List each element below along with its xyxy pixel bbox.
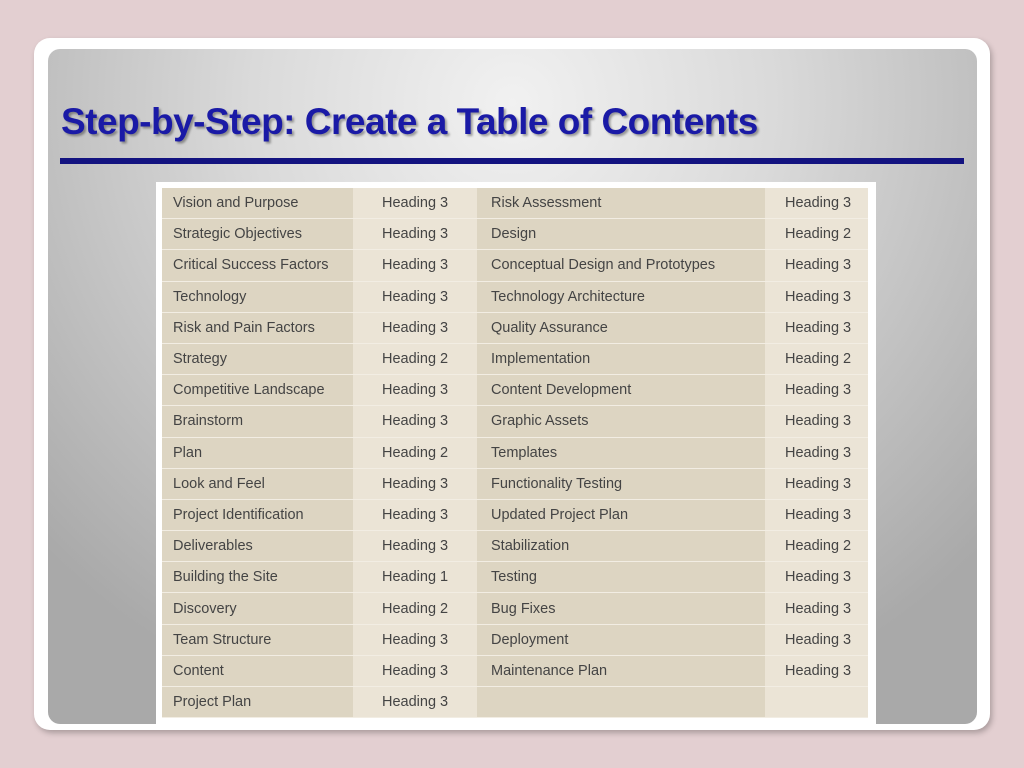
- section-name-cell: [477, 687, 765, 717]
- heading-level-cell: Heading 2: [353, 438, 477, 468]
- section-name-cell: Templates: [477, 438, 765, 468]
- section-name-cell: Risk Assessment: [477, 188, 765, 218]
- table-row: [162, 406, 477, 437]
- heading-level-cell: Heading 3: [353, 313, 477, 343]
- section-name-cell: Strategy: [162, 344, 353, 374]
- section-name-cell: Testing: [477, 562, 765, 592]
- section-name-cell: Technology Architecture: [477, 282, 765, 312]
- section-name-cell: Design: [477, 219, 765, 249]
- heading-level-cell: Heading 3: [353, 375, 477, 405]
- heading-level-cell: Heading 3: [353, 687, 477, 717]
- section-name-cell: Strategic Objectives: [162, 219, 353, 249]
- section-name-cell: Brainstorm: [162, 406, 353, 436]
- table-row: [477, 250, 868, 281]
- table-row: [162, 531, 477, 562]
- section-name-cell: Bug Fixes: [477, 593, 765, 623]
- section-name-cell: Project Plan: [162, 687, 353, 717]
- heading-level-cell: Heading 3: [353, 500, 477, 530]
- heading-level-cell: Heading 3: [353, 469, 477, 499]
- table-row: [162, 469, 477, 500]
- section-name-cell: Implementation: [477, 344, 765, 374]
- heading-level-cell: Heading 3: [765, 562, 868, 592]
- section-name-cell: Plan: [162, 438, 353, 468]
- toc-column-right: [477, 188, 868, 718]
- heading-level-cell: Heading 3: [353, 219, 477, 249]
- heading-level-cell: Heading 1: [353, 562, 477, 592]
- table-row: [162, 500, 477, 531]
- section-name-cell: Risk and Pain Factors: [162, 313, 353, 343]
- section-name-cell: Discovery: [162, 593, 353, 623]
- table-row: [162, 188, 477, 219]
- heading-level-cell: Heading 3: [353, 250, 477, 280]
- section-name-cell: Critical Success Factors: [162, 250, 353, 280]
- table-row: [477, 406, 868, 437]
- table-row: [477, 531, 868, 562]
- section-name-cell: Deployment: [477, 625, 765, 655]
- table-row: [162, 250, 477, 281]
- section-name-cell: Competitive Landscape: [162, 375, 353, 405]
- toc-column-left: [162, 188, 477, 718]
- table-row: [477, 188, 868, 219]
- section-name-cell: Look and Feel: [162, 469, 353, 499]
- heading-level-cell: Heading 2: [353, 593, 477, 623]
- section-name-cell: Quality Assurance: [477, 313, 765, 343]
- heading-level-cell: Heading 3: [765, 250, 868, 280]
- table-row: [477, 375, 868, 406]
- heading-level-cell: Heading 2: [765, 219, 868, 249]
- slide: [48, 49, 977, 724]
- section-name-cell: Vision and Purpose: [162, 188, 353, 218]
- heading-level-cell: Heading 3: [353, 406, 477, 436]
- heading-level-cell: Heading 3: [353, 282, 477, 312]
- heading-level-cell: Heading 3: [765, 282, 868, 312]
- table-row: [162, 344, 477, 375]
- heading-level-cell: Heading 3: [353, 531, 477, 561]
- heading-level-cell: Heading 3: [353, 625, 477, 655]
- toc-table-panel: [156, 182, 876, 724]
- heading-level-cell: Heading 3: [353, 656, 477, 686]
- table-row: [162, 438, 477, 469]
- heading-level-cell: Heading 2: [353, 344, 477, 374]
- table-row: [477, 562, 868, 593]
- section-name-cell: Maintenance Plan: [477, 656, 765, 686]
- section-name-cell: Team Structure: [162, 625, 353, 655]
- table-row: [477, 219, 868, 250]
- table-row: [477, 625, 868, 656]
- heading-level-cell: Heading 3: [765, 500, 868, 530]
- heading-level-cell: Heading 3: [765, 438, 868, 468]
- table-row: [162, 282, 477, 313]
- table-row: [477, 500, 868, 531]
- table-row: [477, 593, 868, 624]
- section-name-cell: Stabilization: [477, 531, 765, 561]
- heading-level-cell: Heading 3: [765, 188, 868, 218]
- section-name-cell: Graphic Assets: [477, 406, 765, 436]
- heading-level-cell: Heading 3: [765, 313, 868, 343]
- table-row: [477, 656, 868, 687]
- section-name-cell: Updated Project Plan: [477, 500, 765, 530]
- section-name-cell: Content: [162, 656, 353, 686]
- table-row: [162, 375, 477, 406]
- table-row: [477, 687, 868, 718]
- table-row: [162, 656, 477, 687]
- table-row: [477, 469, 868, 500]
- section-name-cell: Functionality Testing: [477, 469, 765, 499]
- table-row: [477, 344, 868, 375]
- table-row: [162, 593, 477, 624]
- table-row: [162, 219, 477, 250]
- table-row: [477, 438, 868, 469]
- section-name-cell: Conceptual Design and Prototypes: [477, 250, 765, 280]
- section-name-cell: Project Identification: [162, 500, 353, 530]
- heading-level-cell: Heading 2: [765, 344, 868, 374]
- section-name-cell: Building the Site: [162, 562, 353, 592]
- section-name-cell: Content Development: [477, 375, 765, 405]
- section-name-cell: Technology: [162, 282, 353, 312]
- slide-title: Step-by-Step: Create a Table of Contents: [61, 101, 758, 142]
- table-row: [162, 562, 477, 593]
- heading-level-cell: Heading 3: [765, 656, 868, 686]
- heading-level-cell: Heading 3: [765, 406, 868, 436]
- table-row: [477, 313, 868, 344]
- table-row: [162, 687, 477, 718]
- heading-level-cell: Heading 3: [353, 188, 477, 218]
- heading-level-cell: Heading 3: [765, 469, 868, 499]
- heading-level-cell: [765, 687, 868, 717]
- heading-level-cell: Heading 3: [765, 375, 868, 405]
- table-row: [477, 282, 868, 313]
- heading-level-cell: Heading 3: [765, 625, 868, 655]
- toc-table: [162, 188, 868, 718]
- heading-level-cell: Heading 2: [765, 531, 868, 561]
- table-row: [162, 313, 477, 344]
- section-name-cell: Deliverables: [162, 531, 353, 561]
- table-row: [162, 625, 477, 656]
- heading-level-cell: Heading 3: [765, 593, 868, 623]
- title-underline: [60, 158, 964, 164]
